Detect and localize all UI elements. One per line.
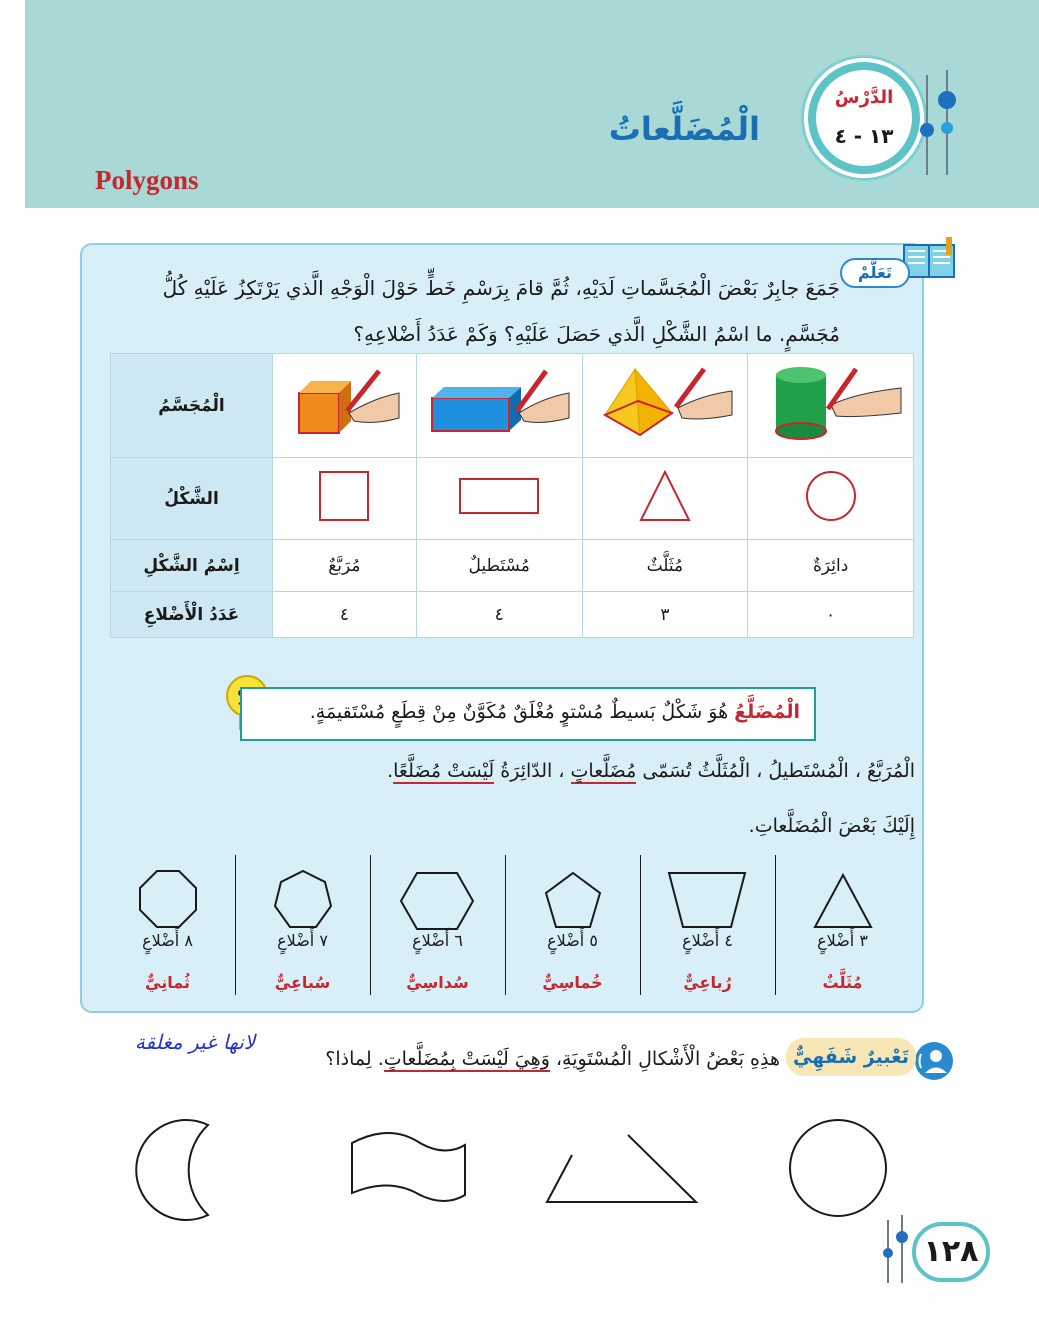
polygon-sides: ٣ أَضْلاعٍ <box>817 931 868 950</box>
list-item <box>505 855 640 1000</box>
square-icon <box>314 466 374 526</box>
cylinder-icon <box>756 363 906 443</box>
sides-count-cell: ٤ <box>416 592 582 638</box>
list-item <box>775 855 910 1000</box>
cuboid-drawing-cell <box>416 354 582 458</box>
table-row <box>111 458 914 540</box>
shape-name-cell: مُرَبَّعٌ <box>273 540 417 592</box>
row-header: اِسْمُ الشَّكْلِ <box>111 540 273 592</box>
statement-polygons-word: مُضَلَّعاتٍ <box>570 760 637 782</box>
solids-table <box>110 353 914 638</box>
triangle-icon <box>808 865 878 935</box>
shape-cell <box>748 458 914 540</box>
row-header: الشَّكْلُ <box>111 458 273 540</box>
non-polygon-shapes <box>0 1115 1039 1225</box>
list-item <box>100 855 235 1000</box>
cylinder-drawing-cell <box>748 354 914 458</box>
circle-icon <box>801 466 861 526</box>
table-row <box>111 592 914 638</box>
polygon-name: ثُمانِيٌّ <box>145 973 190 992</box>
lesson-number: ١٣ - ٤ <box>834 124 894 148</box>
shape-name-cell: مُسْتَطيلٌ <box>416 540 582 592</box>
polygon-sides: ٤ أَضْلاعٍ <box>682 931 733 950</box>
oral-question <box>280 1048 780 1070</box>
quadrilateral-icon <box>667 865 747 935</box>
sides-count-cell: ٠ <box>748 592 914 638</box>
divider <box>235 855 236 995</box>
wave-flag-icon <box>352 1133 465 1201</box>
hexagon-icon <box>397 865 477 935</box>
oral-expression-tag: تَعْبيرٌ شَفَهِيٌّ <box>786 1038 916 1076</box>
page-number: ١٢٨ <box>912 1222 990 1282</box>
oral-question-part: . لِماذا؟ <box>325 1048 384 1070</box>
row-header: الْمُجَسَّمُ <box>111 354 273 458</box>
polygon-name: سُداسِيٌّ <box>406 973 469 992</box>
page-title-ar: الْمُضَلَّعاتُ <box>608 110 760 148</box>
pentagon-icon <box>538 865 608 935</box>
shape-name-cell: مُثَلَّثٌ <box>582 540 748 592</box>
divider <box>370 855 371 995</box>
definition-box <box>240 687 816 741</box>
row-header: عَدَدُ الْأَضْلاعِ <box>111 592 273 638</box>
polygon-name: سُباعِيٌّ <box>274 973 331 992</box>
definition-text: هُوَ شَكْلٌ بَسيطٌ مُسْتوٍ مُغْلَقٌ مُكَوَّنٌ مِنْ قِطَعٍ مُسْتَقيمَةٍ. <box>309 701 735 723</box>
polygons-statement <box>300 760 915 782</box>
crescent-icon <box>136 1120 208 1220</box>
cube-drawing-cell <box>273 354 417 458</box>
statement-end: . <box>387 760 394 782</box>
intro-paragraph: جَمَعَ جابِرٌ بَعْضَ الْمُجَسَّماتِ لَدَيْهِ، ثُمَّ قامَ بِرَسْمِ خَطٍّ حَوْلَ الْوَجْهِ الَّذي يَرْتَكِزُ عَلَيْهِ كُلُّ مُجَسَّمٍ. ما اسْمُ الشَّكْلِ الَّذي حَصَلَ عَلَيْهِ؟ وَكَمْ عَدَدُ أَضْلاعِهِ؟ <box>162 276 840 346</box>
handwritten-answer: لانها غير مغلقة <box>134 1030 256 1054</box>
statement-not-polygon: لَيْسَتْ مُضَلَّعًا <box>393 760 495 782</box>
pyramid-icon <box>590 363 740 443</box>
polygon-name: مُثَلَّثٌ <box>822 973 863 992</box>
speaker-person-icon <box>913 1040 955 1082</box>
shape-cell <box>582 458 748 540</box>
kuwait-towers-icon <box>878 1215 914 1285</box>
table-row <box>111 354 914 458</box>
lesson-badge <box>808 62 920 174</box>
list-item <box>370 855 505 1000</box>
lesson-label: الدَّرْسُ <box>834 87 894 108</box>
polygon-sides: ٧ أَضْلاعٍ <box>277 931 328 950</box>
learn-tag: تَعَلَّمْ <box>840 258 910 288</box>
table-row <box>111 540 914 592</box>
oral-question-underlined: وَهِيَ لَيْسَتْ بِمُضَلَّعاتٍ <box>383 1048 550 1070</box>
polygon-name: رُباعِيٌّ <box>683 973 732 992</box>
shape-cell <box>273 458 417 540</box>
polygon-sides: ٨ أَضْلاعٍ <box>142 931 193 950</box>
heptagon-icon <box>268 865 338 935</box>
examples-intro: إِلَيْكَ بَعْضَ الْمُضَلَّعاتِ. <box>748 815 915 837</box>
triangle-icon <box>635 466 695 526</box>
octagon-icon <box>133 865 203 935</box>
list-item <box>640 855 775 1000</box>
pyramid-drawing-cell <box>582 354 748 458</box>
polygons-examples <box>100 855 910 1000</box>
kuwait-towers-icon <box>915 70 965 180</box>
statement-part: الْمُرَبَّعُ ، الْمُسْتَطيلُ ، الْمُثَلَّثُ تُسَمّى <box>636 760 915 782</box>
circle-icon <box>790 1120 886 1216</box>
definition-term: الْمُضَلَّعُ <box>734 701 800 723</box>
divider <box>775 855 776 995</box>
divider <box>640 855 641 995</box>
cuboid-icon <box>424 363 574 443</box>
list-item <box>235 855 370 1000</box>
rectangle-icon <box>454 471 544 521</box>
sides-count-cell: ٤ <box>273 592 417 638</box>
open-triangle-icon <box>547 1135 696 1202</box>
shape-cell <box>416 458 582 540</box>
cube-icon <box>279 363 409 443</box>
oral-question-part: هذِهِ بَعْضُ الْأَشْكالِ الْمُسْتَوِيَةِ، <box>549 1048 780 1070</box>
shape-name-cell: دائِرَةٌ <box>748 540 914 592</box>
polygon-sides: ٥ أَضْلاعٍ <box>547 931 598 950</box>
polygon-name: خُماسِيٌّ <box>542 973 603 992</box>
statement-part: ، الدّائِرَةُ <box>494 760 571 782</box>
page-title-en: Polygons <box>95 165 199 195</box>
sides-count-cell: ٣ <box>582 592 748 638</box>
divider <box>505 855 506 995</box>
polygon-sides: ٦ أَضْلاعٍ <box>412 931 463 950</box>
